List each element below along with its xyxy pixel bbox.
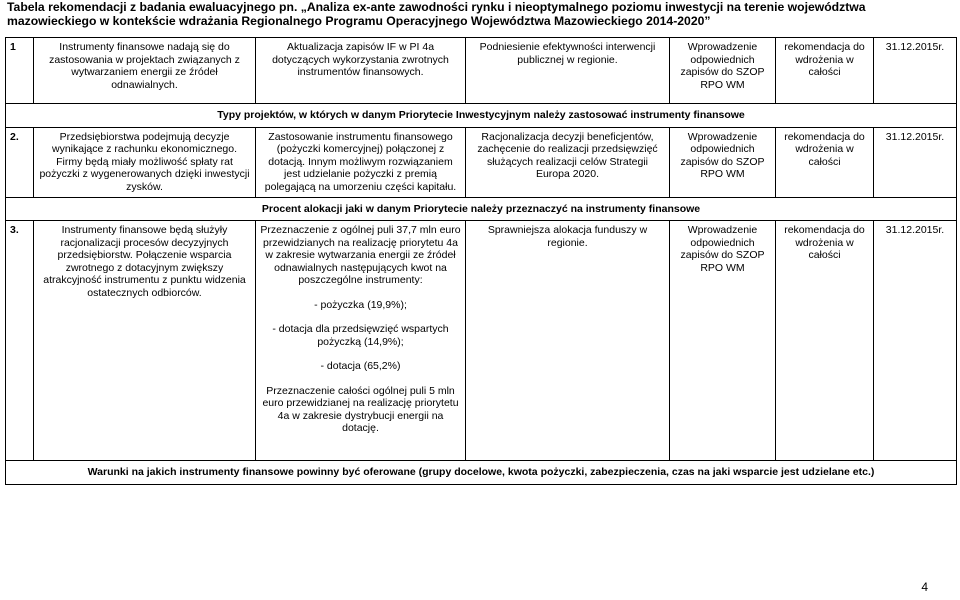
status-cell: rekomendacja do wdrożenia w całości	[776, 38, 874, 104]
conditions-band: Warunki na jakich instrumenty finansowe powinny być oferowane (grupy docelowe, kwota pożyczki, zabezpieczenia, czas na jaki wsparcie jest udzielane etc.)	[6, 461, 957, 485]
effect-cell: Podniesienie efektywności interwencji publicznej w regionie.	[466, 38, 670, 104]
finding-cell: Instrumenty finansowe nadają się do zastosowania w projektach związanych z wytwarzaniem energii ze źródeł odnawialnych.	[34, 38, 256, 104]
title-line-2: mazowieckiego w kontekście wdrażania Regionalnego Programu Operacyjnego Województwa Mazowieckiego 2014-2020”	[7, 14, 711, 28]
page-number: 4	[921, 580, 928, 594]
row-number: 2.	[6, 127, 34, 197]
recommendation-paragraph: - dotacja dla przedsięwzięć wspartych pożyczką (14,9%);	[272, 323, 449, 348]
method-cell: Wprowadzenie odpowiednich zapisów do SZOP RPO WM	[670, 221, 776, 461]
table-row	[6, 38, 957, 104]
recommendations-table	[5, 37, 957, 485]
table-row	[6, 127, 957, 197]
date-cell: 31.12.2015r.	[874, 221, 957, 461]
recommendation-paragraph: - pożyczka (19,9%);	[314, 298, 407, 311]
recommendation-cell: Zastosowanie instrumentu finansowego (pożyczki komercyjnej) połączonej z dotacją. Innym możliwym rozwiązaniem jest udzielanie pożyczki z premią polegającą na umorzeniu części kapitału.	[256, 127, 466, 197]
date-cell: 31.12.2015r.	[874, 38, 957, 104]
recommendation-paragraph: Przeznaczenie całości ogólnej puli 5 mln euro przewidzianej na realizację priorytetu 4a w zakresie dystrybucji energii na dotację.	[262, 384, 459, 434]
recommendation-paragraph: Przeznaczenie z ogólnej puli 37,7 mln euro przewidzianych na realizację priorytetu 4a w zakresie wytwarzania energii ze źródeł odnawialnych następujących kwot na poszczególne instrumenty:	[260, 224, 461, 286]
band-row	[6, 461, 957, 485]
recommendation-cell: Aktualizacja zapisów IF w PI 4a dotyczących wykorzystania zwrotnych instrumentów finansowych.	[256, 38, 466, 104]
title-line-1: Tabela rekomendacji z badania ewaluacyjnego pn. „Analiza ex-ante zawodności rynku i nieoptymalnego poziomu inwestycji na terenie województwa	[7, 0, 866, 14]
effect-cell: Sprawniejsza alokacja funduszy w regionie.	[466, 221, 670, 461]
date-cell: 31.12.2015r.	[874, 127, 957, 197]
method-cell: Wprowadzenie odpowiednich zapisów do SZOP RPO WM	[670, 38, 776, 104]
status-cell: rekomendacja do wdrożenia w całości	[776, 221, 874, 461]
recommendation-cell	[256, 221, 466, 461]
document-title	[7, 0, 957, 28]
project-types-band: Typy projektów, w których w danym Priorytecie Inwestycyjnym należy zastosować instrumenty finansowe	[6, 104, 957, 128]
allocation-band: Procent alokacji jaki w danym Priorytecie należy przeznaczyć na instrumenty finansowe	[6, 197, 957, 221]
band-row	[6, 104, 957, 128]
method-cell: Wprowadzenie odpowiednich zapisów do SZOP RPO WM	[670, 127, 776, 197]
band-row	[6, 197, 957, 221]
row-number: 1	[6, 38, 34, 104]
recommendation-paragraph: - dotacja (65,2%)	[320, 360, 401, 372]
finding-cell: Instrumenty finansowe będą służyły racjonalizacji procesów decyzyjnych przedsiębiorstw. Połączenie wsparcia zwrotnego z dotacyjnym zwiększy atrakcyjność instrumentu z punktu widzenia ostatecznych odbiorców.	[34, 221, 256, 461]
finding-cell: Przedsiębiorstwa podejmują decyzje wynikające z rachunku ekonomicznego. Firmy będą miały możliwość spłaty rat pożyczki z wygenerowanych dzięki inwestycji zysków.	[34, 127, 256, 197]
row-number: 3.	[6, 221, 34, 461]
effect-cell: Racjonalizacja decyzji beneficjentów, zachęcenie do realizacji przedsięwzięć służących realizacji celów Strategii Europa 2020.	[466, 127, 670, 197]
table-row	[6, 221, 957, 461]
status-cell: rekomendacja do wdrożenia w całości	[776, 127, 874, 197]
